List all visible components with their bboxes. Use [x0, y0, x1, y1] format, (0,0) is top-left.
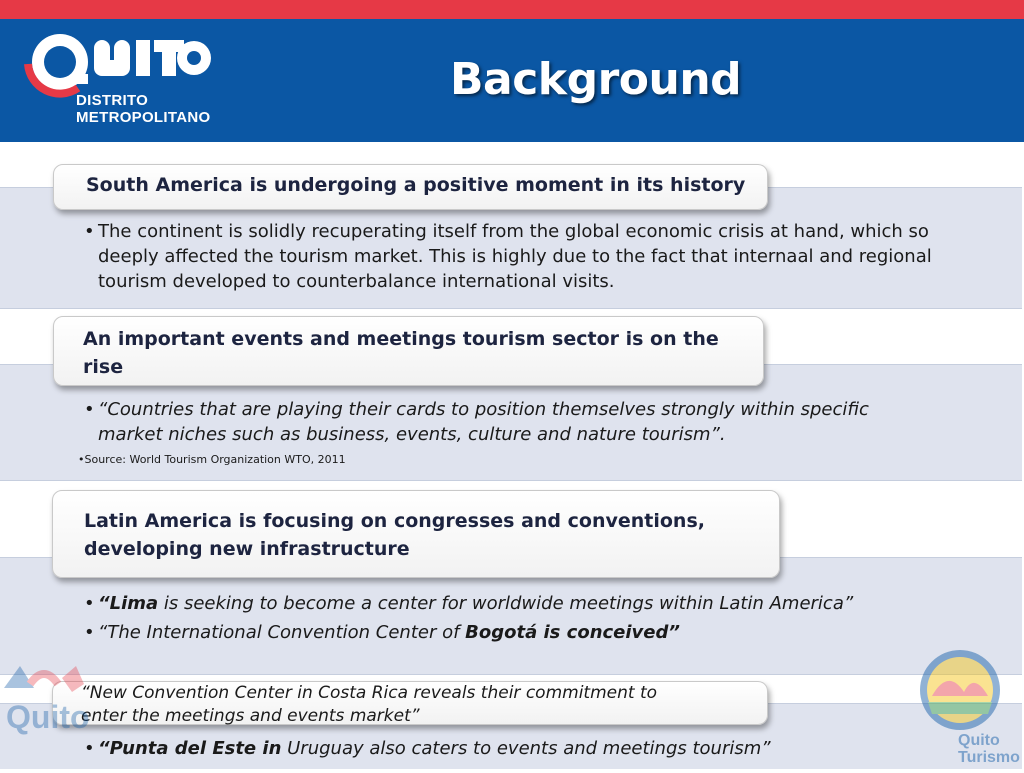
bullet-rest: Uruguay also caters to events and meetings tourism”	[281, 738, 771, 759]
list-item: • “Lima is seeking to become a center for worldwide meetings within Latin America”	[84, 589, 914, 618]
bullet-text	[98, 618, 680, 647]
source-note: •Source: World Tourism Organization WTO, 2011	[78, 453, 346, 466]
section-heading-3: Latin America is focusing on congresses and conventions, developing new infrastructure	[52, 490, 780, 578]
bullet-text: The continent is solidly recuperating itself from the global economic crisis at hand, which so deeply affected the tourism market. This is highly due to the fact that internaal and regional tourism developed to counterbalance international visits.	[98, 221, 932, 292]
section-3-bullets	[84, 589, 914, 647]
bullet-bold: Bogotá is conceived”	[465, 622, 680, 643]
bullet-bold: “Lima	[98, 593, 159, 614]
section-heading-2: An important events and meetings tourism sector is on the rise	[53, 316, 764, 386]
logo-line-distrito: DISTRITO	[76, 92, 149, 109]
list-item: • “Punta del Este in Uruguay also caters to events and meetings tourism”	[84, 738, 771, 759]
section-1-bullets	[84, 219, 964, 294]
watermark-left-text: Quito	[6, 699, 90, 735]
section-heading-4: “New Convention Center in Costa Rica reveals their commitment to enter the meetings and events market”	[52, 681, 768, 725]
list-item: • “Countries that are playing their cards to position themselves strongly within specific market niches such as business, events, culture and nature tourism”.	[84, 397, 904, 447]
watermark-right-line1: Quito	[958, 732, 1000, 749]
section-2-bullets	[84, 397, 904, 447]
top-accent-strip	[0, 0, 1024, 19]
bullet-rest: is seeking to become a center for worldwide meetings within Latin America”	[158, 593, 854, 614]
logo-line-metropolitano: METROPOLITANO	[76, 109, 211, 126]
quito-logo-icon	[22, 30, 212, 100]
watermark-right-line2: Turismo	[958, 749, 1020, 766]
quito-logo	[22, 30, 212, 130]
bullet-text	[98, 736, 771, 761]
bullet-text	[98, 589, 853, 618]
quito-turismo-icon	[912, 650, 1024, 768]
bullet-pre: “The International Convention Center of	[98, 622, 466, 643]
section-4-bullets	[84, 736, 914, 761]
list-item: • “The International Convention Center of Bogotá is conceived”	[84, 618, 914, 647]
bullet-bold: “Punta del Este in	[98, 738, 282, 759]
page-title: Background	[450, 54, 742, 105]
section-heading-1: South America is undergoing a positive moment in its history	[53, 164, 768, 210]
bullet-text: “Countries that are playing their cards to position themselves strongly within specific market niches such as business, events, culture and nature tourism”.	[98, 399, 869, 445]
list-item: • The continent is solidly recuperating itself from the global economic crisis at hand, which so deeply affected the tourism market. This is highly due to the fact that internaal and regional tourism developed to counterbalance international visits.	[84, 219, 964, 294]
quito-watermark-icon	[0, 658, 110, 766]
